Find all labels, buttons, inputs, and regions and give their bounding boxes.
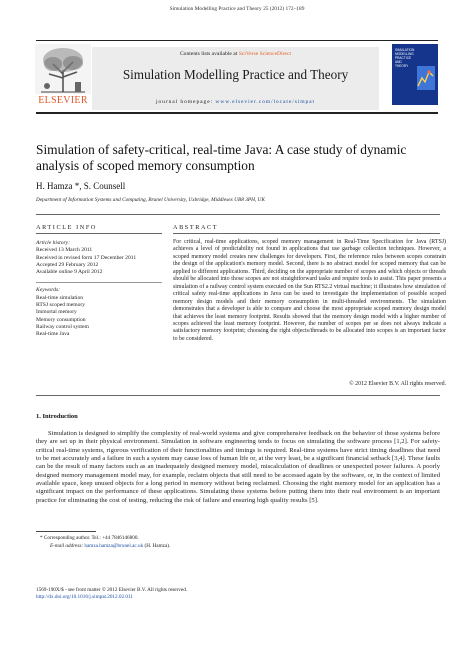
- intro-heading: 1. Introduction: [36, 413, 78, 420]
- article-title: [36, 142, 446, 174]
- affiliation: Department of Information Systems and Computing, Brunel University, Uxbridge, Middlesex UB8 3PH, UK: [36, 197, 265, 203]
- abstract-text: For critical, real-time applications, scoped memory management in Real-Time Specification for Java (RTSJ) achieves a level of predictability not found in applications that use garbage collection techniques. However, a scoped memory model creates new challenges for developers. First, the reference rules between scopes constrain the design of the application's memory model. Second, there is no abstract model for scoped memory that can be applied to different applications. Third, deciding on the appropriate number of scopes and which objects or threads should be allocated into those scopes are not straightforward tasks and require tools to assist. This paper presents a simulation of a railway control system executed on the Sun RTS2.2 virtual machine; it illustrates how simulation of critical safety real-time applications in Java can be used to investigate the implementation of possible scoped memory design models and their memory consumption in multi-threaded environments. The simulation demonstrates that a developer is able to compare and choose the most appropriate scoped memory design model that achieves the least memory footprint. Results showed that the memory design model with a higher number of scopes achieved the least memory footprint. However, the number of scopes per se does not always indicate a satisfactory memory footprint; choosing the right objects/threads to be allocated into scopes is an important factor to be considered.: [173, 239, 446, 342]
- info-rule: [36, 233, 162, 234]
- footnote-rule: [36, 531, 96, 532]
- corresponding-author-note: * Corresponding author. Tel.: +44 7846146800.: [40, 535, 139, 541]
- journal-title: Simulation Modelling Practice and Theory: [122, 67, 349, 82]
- history-item: Received in revised form 17 December 2011: [36, 254, 137, 261]
- contents-prefix: Contents lists available at: [179, 51, 238, 57]
- masthead-bottom-rule: [36, 112, 438, 114]
- title-line-2: analysis of scoped memory consumption: [36, 158, 255, 173]
- keyword: Real-time Java: [36, 331, 70, 338]
- cover-graphic: [416, 64, 436, 92]
- history-item: Available online 9 April 2012: [36, 269, 103, 276]
- title-line-1: Simulation of safety-critical, real-time Java: A case study of dynamic: [36, 142, 407, 157]
- abstract-copyright: © 2012 Elsevier B.V. All rights reserved.: [349, 381, 446, 387]
- keywords-label: Keywords:: [36, 287, 61, 294]
- elsevier-wordmark: ELSEVIER: [38, 95, 88, 106]
- keyword: RTSJ scoped memory: [36, 302, 86, 309]
- article-info: [36, 240, 162, 339]
- cover-line: THEORY: [395, 64, 409, 68]
- abstract-end-rule: [36, 395, 440, 396]
- journal-cover-thumbnail: [392, 44, 438, 105]
- info-sub-rule: [36, 276, 162, 283]
- history-item: Accepted 29 February 2012: [36, 261, 99, 268]
- cover-line: SIMULATION: [395, 48, 415, 52]
- intro-paragraph: Simulation is designed to simplify the complexity of real-world systems and give comprehensive feedback on the behavior of those systems before they are set up in their physical environment. Simulation in software engineering tends to focus on simulating the software process [1,2]. For safety-critical real-time systems, rigorous verification of their functionalities and timings is required. Real-time systems have strict timing deadlines that need to be met accurately and a failure in such a system may cause loss of human life or, at the very least, be a significant financial setback [3,4]. These faults can be the result of many factors such as an inadequately designed memory model, miscalculation of deadlines or unexpected power failures. A poorly designed memory management model may, for example, reclaim objects that still need to be accessed again by the software, or, in the context of limited available space, keep unused objects for a long period in memory without being reclaimed. Choosing the right memory model for an application has a significant impact on the performance of these applications. Simulating these systems before putting them into their real environment is an important practice for eliminating the cost of testing, reducing the risk of failure and ensuring high quality results [5].: [36, 430, 440, 504]
- email-note: [50, 543, 170, 549]
- keyword: Immortal memory: [36, 309, 77, 316]
- doi-link[interactable]: http://dx.doi.org/10.1016/j.simpat.2012.02.011: [36, 593, 133, 600]
- abstract-heading: ABSTRACT: [173, 224, 219, 231]
- abstract-rule: [173, 233, 440, 234]
- cover-title: [395, 48, 415, 68]
- article-info-heading: ARTICLE INFO: [36, 224, 97, 231]
- cover-line: MODELLING: [395, 52, 414, 56]
- footer-note: [36, 587, 336, 600]
- homepage-prefix: journal homepage:: [155, 99, 216, 105]
- section-divider: [36, 214, 440, 215]
- contents-line: [92, 51, 379, 57]
- sciencedirect-link[interactable]: SciVerse ScienceDirect: [238, 51, 292, 57]
- keyword: Memory consumption: [36, 316, 86, 323]
- authors: H. Hamza *, S. Counsell: [36, 181, 126, 191]
- masthead-top-rule: [36, 40, 438, 41]
- intro-body: [36, 430, 440, 505]
- email-link[interactable]: hamza.hamza@brunel.ac.uk: [84, 543, 144, 549]
- keyword: Railway control system: [36, 323, 89, 330]
- email-label: E-mail address:: [50, 543, 84, 549]
- history-item: Received 13 March 2011: [36, 247, 93, 254]
- email-suffix: (H. Hamza).: [144, 543, 171, 549]
- cover-line: PRACTICE: [395, 56, 412, 60]
- issn-line: 1569-190X/$ - see front matter © 2012 Elsevier B.V. All rights reserved.: [36, 587, 188, 593]
- history-label: Article history:: [36, 240, 71, 246]
- keyword: Real-time simulation: [36, 294, 84, 301]
- running-head: Simulation Modelling Practice and Theory 25 (2012) 172–189: [169, 6, 305, 12]
- homepage-link[interactable]: www.elsevier.com/locate/simpat: [215, 99, 316, 105]
- journal-homepage: [92, 99, 379, 105]
- cover-line: AND: [395, 60, 402, 64]
